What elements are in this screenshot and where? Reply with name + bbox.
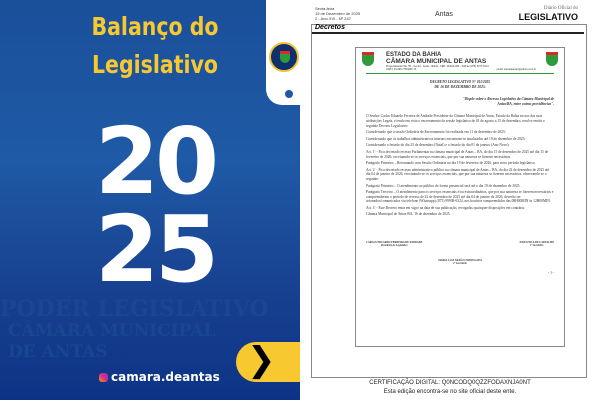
paragraph: Art. 2º - Fica decretado recesso administrativo público na câmara municipal de Antas – BA, do dia 22 de dezembro de 2025 até dia 04 de janeiro de 2026, excetuando-se os serviços essenciais, que por sua natureza se fizerem necessários. observando-se o seguinte:	[366, 167, 550, 181]
instagram-handle[interactable]	[99, 370, 220, 384]
paragraph: Considerando que a sessão Ordinária de Encerramento foi realizada em 11 de dezembro de 2025;	[366, 130, 506, 135]
masthead-title: LEGISLATIVO	[518, 12, 578, 22]
background-sign: PODER LEGISLATIVO	[0, 296, 269, 322]
paragraph: Considerando que os trabalhos administrativos internos encontram-se atualizados até 19 de dezembro de 2025;	[366, 136, 526, 141]
paragraph: Parágrafo Primeiro – O atendimento ao público de forma presencial será até o dia 19 de dezembro de 2025.	[366, 183, 521, 188]
address: Praça Eduardo Mé, 55 - Centro - Antas - Bahia - CEP: 48.420-000 - Tel/Fax (075) 3277-1013	[386, 65, 489, 68]
dot-icon	[285, 90, 293, 98]
signature	[519, 241, 554, 247]
weekday: Sexta-feira	[315, 6, 335, 11]
year-bottom: 25	[94, 196, 216, 303]
section-title: Decretos	[315, 24, 345, 31]
paragraph: Parágrafo Terceiro – O atendimento para os serviços essenciais e/ou extraordinários, que por sua natureza se fizerem necessários e compreenderem o período de recesso de 22 de dezembro de 2025 até dia 04 de janeiro de 2026, deverão ser acionados/comunicados via telefone (Whatsapp) (075) 99908-6324, nos horários compreendidos das 08H00MIN às 12H00MIN.	[366, 190, 554, 204]
signature	[366, 259, 554, 265]
city: Antas	[435, 11, 453, 18]
chamber-seal-icon	[269, 42, 299, 72]
background-sign: DE ANTAS	[8, 342, 108, 362]
masthead-sub: Diário Oficial do	[543, 6, 578, 11]
headline-line: Balanço do	[91, 12, 219, 41]
header-rule	[366, 73, 554, 74]
signer-name: CARLOS EDUARDO FERREIRA DE ANDRADE	[366, 241, 423, 245]
headline-line: Legislativo	[91, 50, 218, 79]
crest-icon	[362, 52, 374, 66]
org-name: CÂMARA MUNICIPAL DE ANTAS	[386, 58, 487, 65]
signer-name: MARIA LUIZ ARAÚJO MENEGASSI	[438, 259, 482, 263]
email: email: camaraantas@yahoo.com.br	[496, 68, 536, 71]
gazette-page	[300, 0, 600, 400]
signer-role: Presidente do Legislativo	[380, 244, 408, 248]
paragraph: Parágrafo Primeiro – Retornando com Sessão Ordinária no dia 19 de fevereiro de 2026, para novo período legislativo.	[366, 161, 536, 166]
certification: CERTIFICAÇÃO DIGITAL: Q0NCODQ0QZZFODAXNJA0NT	[369, 380, 531, 386]
decree-document	[355, 47, 565, 347]
edition: 2 - Ano XVI - Nº 247	[315, 16, 351, 21]
date: 19 de Dezembro de 2025	[315, 11, 361, 16]
instagram-icon	[99, 373, 108, 382]
paragraph: O Senhor Carlos Eduardo Ferreira de Andrade Presidente da Câmara Municipal de Antas, Estado da Bahia no uso das suas atribuições Legais, e tendo em vista o encerramento da sessão legislativa de 01 de agosto a 15 de dezembro, resolve emitir o seguinte Decreto Legislativo:	[366, 114, 545, 128]
paragraph: Considerando o feriado do dia 25 de dezembro (Natal) e o feriado do dia 01 de janeiro (Ano Novo);	[366, 143, 510, 148]
paragraph: Art. 1º - Fica decretado recesso Parlamentar na câmara municipal de Antas – BA, do dia 15 de dezembro de 2025 até dia 15 de fevereiro de 2026, excetuando-se os serviços essenciais, que por sua natureza se fizerem necessários.	[366, 149, 549, 159]
ementa: "Dispõe sobre o Recesso Legislativo da Câmara Municipal de Antas/BA, entre outras providências".	[462, 97, 554, 106]
paragraph: Art. 3º - Este Decreto entra em vigor na data de sua publicação, revogadas quaisquer disposições em contrário.	[366, 205, 526, 210]
instagram-label: camara.deantas	[111, 370, 220, 384]
paragraph: Câmara Municipal de Antas-BA, 16 de dezembro de 2025.	[366, 212, 451, 217]
footer-note: Esta edição encontra-se no site oficial deste ente.	[383, 389, 517, 395]
issue-info	[315, 6, 360, 21]
background-sign: CÂMARA MUNICIPAL	[8, 321, 216, 341]
signer-role: 1º Secretário	[529, 244, 544, 248]
year	[80, 108, 230, 303]
year-top: 20	[94, 108, 216, 215]
signature	[366, 241, 422, 247]
crest-icon	[546, 52, 558, 66]
signer-role: 2º Secretário	[453, 262, 467, 266]
page-number: - 1 -	[548, 271, 554, 276]
chevron-right-icon: ❯	[247, 340, 276, 380]
next-button[interactable]	[236, 342, 300, 382]
headline	[61, 8, 250, 84]
org-line: ESTADO DA BAHIA	[386, 52, 442, 58]
decree-date: DE 16 DE DEZEMBRO DE 2025.	[434, 84, 486, 89]
masthead	[519, 6, 578, 22]
decree-title: DECRETO LEGISLATIVO Nº 011/2025	[429, 80, 491, 84]
signer-name: JOSELITO A DE CARVALHO	[519, 241, 554, 245]
section-rule	[312, 32, 584, 34]
cnpj: CNPJ: 04.295.776/0001-73	[386, 68, 417, 71]
